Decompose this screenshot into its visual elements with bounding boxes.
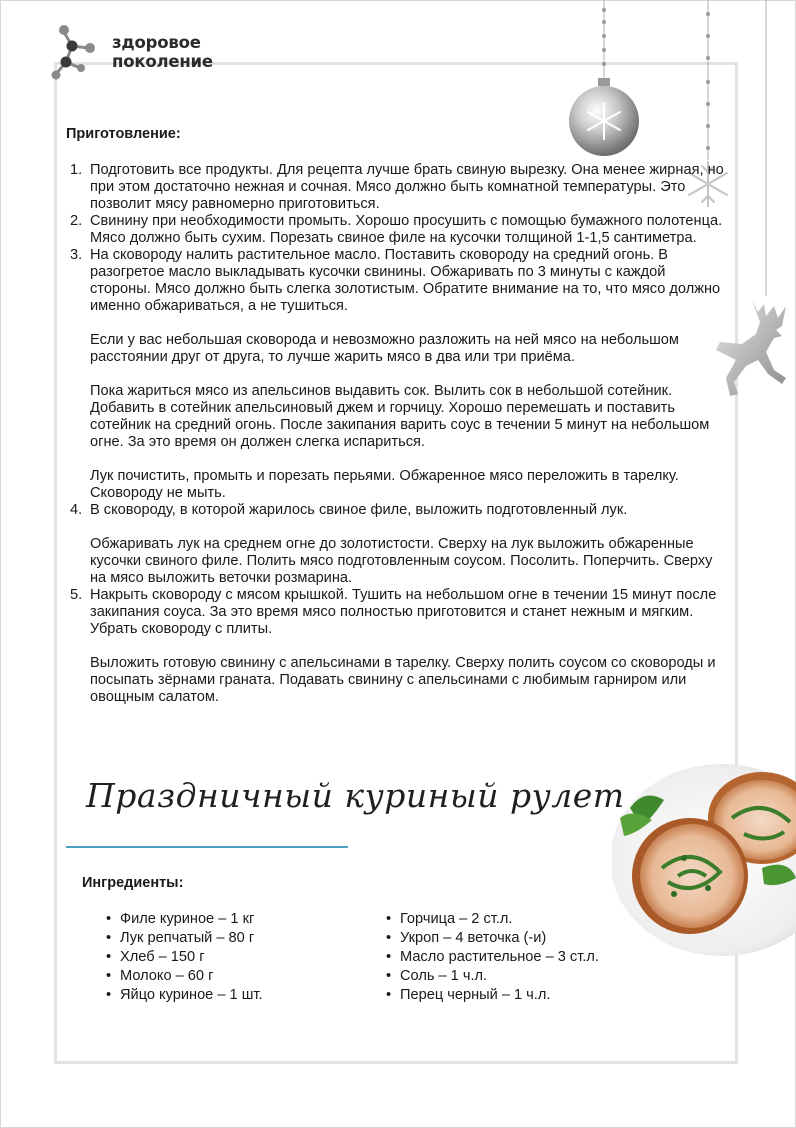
step-text: Свинину при необходимости промыть. Хорошо просушить с помощью бумажного полотенца. Мясо должно быть сухим. Порезать свиное филе на кусочки толщиной 1-1,5 сантиметра. xyxy=(90,213,723,246)
list-item: • Филе куриное – 1 кг xyxy=(106,911,255,927)
step-item xyxy=(70,502,730,587)
step-text: Обжаривать лук на среднем огне до золотистости. Сверху на лук выложить обжаренные кусочки свиного филе. Полить мясо подготовленным соусом. Посолить. Поперчить. Сверху на мясо выложить веточки розмарина. xyxy=(90,536,713,586)
ingredient-text: Горчица – 2 ст.л. xyxy=(400,911,513,927)
preparation-title: Приготовление: xyxy=(66,126,181,142)
step-number: 3. xyxy=(70,247,83,263)
step-number: 2. xyxy=(70,213,83,229)
step-item xyxy=(70,162,730,213)
step-number: 1. xyxy=(70,162,83,178)
list-item: • Перец черный – 1 ч.л. xyxy=(386,987,551,1003)
list-item: • Укроп – 4 веточка (-и) xyxy=(386,930,547,946)
ingredient-text: Яйцо куриное – 1 шт. xyxy=(120,987,263,1003)
step-text: В сковороду, в которой жарилось свиное филе, выложить подготовленный лук. xyxy=(90,502,628,518)
list-item: • Яйцо куриное – 1 шт. xyxy=(106,987,263,1003)
recipe-title: Праздничный куриный рулет xyxy=(86,776,625,815)
ingredients-list-right xyxy=(384,910,599,1005)
step-text: Лук почистить, промыть и порезать перьями. Обжаренное мясо переложить в тарелку. Сковороду не мыть. xyxy=(90,468,679,501)
step-item xyxy=(70,247,730,502)
title-underline xyxy=(66,846,348,848)
christmas-ball-icon xyxy=(566,0,642,160)
list-item: • Хлеб – 150 г xyxy=(106,949,205,965)
step-text: Накрыть сковороду с мясом крышкой. Тушить на небольшом огне в течении 15 минут после закипания соуса. За это время мясо полностью приготовится и станет нежным и мягким. Убрать сковороду с плиты. xyxy=(90,587,717,637)
step-item xyxy=(70,587,730,706)
ingredient-text: Масло растительное – 3 ст.л. xyxy=(400,949,599,965)
brand-name xyxy=(112,33,213,71)
step-text: На сковороду налить растительное масло. Поставить сковороду на средний огонь. В разогретое масло выкладывать кусочки свинины. Обжаривать по 3 минуты с каждой стороны. Мясо должно быть слегка золотистым. Обратите внимание на то, что мясо должно именно обжариваться, а не тушиться. xyxy=(90,247,721,314)
brand-line-1: здоровое xyxy=(112,33,201,52)
ingredient-text: Укроп – 4 веточка (-и) xyxy=(400,930,547,946)
list-item: • Молоко – 60 г xyxy=(106,968,214,984)
list-item: • Масло растительное – 3 ст.л. xyxy=(386,949,599,965)
list-item: • Горчица – 2 ст.л. xyxy=(386,911,513,927)
ingredients-list-left xyxy=(104,910,263,1005)
logo-molecule-icon xyxy=(50,22,106,82)
ingredients-title: Ингредиенты: xyxy=(82,875,184,891)
ingredient-text: Лук репчатый – 80 г xyxy=(120,930,255,946)
chicken-roll-photo xyxy=(612,748,796,958)
list-item: • Лук репчатый – 80 г xyxy=(106,930,255,946)
ingredient-text: Перец черный – 1 ч.л. xyxy=(400,987,551,1003)
ingredient-text: Соль – 1 ч.л. xyxy=(400,968,488,984)
step-number: 5. xyxy=(70,587,83,603)
step-text: Выложить готовую свинину с апельсинами в тарелку. Сверху полить соусом со сковороды и посыпать зёрнами граната. Подавать свинину с апельсинами с любимым гарниром или овощным салатом. xyxy=(90,655,716,705)
preparation-steps xyxy=(70,162,730,706)
step-text: Если у вас небольшая сковорода и невозможно разложить на ней мясо на небольшом расстоянии друг от друга, то лучше жарить мясо в два или три приёма. xyxy=(90,332,679,365)
brand-logo xyxy=(50,22,213,82)
step-item xyxy=(70,213,730,247)
list-item: • Соль – 1 ч.л. xyxy=(386,968,488,984)
step-text: Подготовить все продукты. Для рецепта лучше брать свиную вырезку. Она менее жирная, но при этом достаточно нежная и сочная. Мясо должно быть комнатной температуры. Это позволит мясу равномерно приготовиться. xyxy=(90,162,724,212)
brand-line-2: поколение xyxy=(112,52,213,71)
ingredient-text: Филе куриное – 1 кг xyxy=(120,911,255,927)
step-text: Пока жариться мясо из апельсинов выдавить сок. Вылить сок в небольшой сотейник. Добавить в сотейник апельсиновый джем и горчицу. Хорошо перемешать и поставить сотейник на средний огонь. После закипания варить соус в течении 5 минут на небольшом огне. За это время он должен слегка испариться. xyxy=(90,383,710,450)
ingredient-text: Молоко – 60 г xyxy=(120,968,214,984)
ingredient-text: Хлеб – 150 г xyxy=(120,949,205,965)
step-number: 4. xyxy=(70,502,83,518)
